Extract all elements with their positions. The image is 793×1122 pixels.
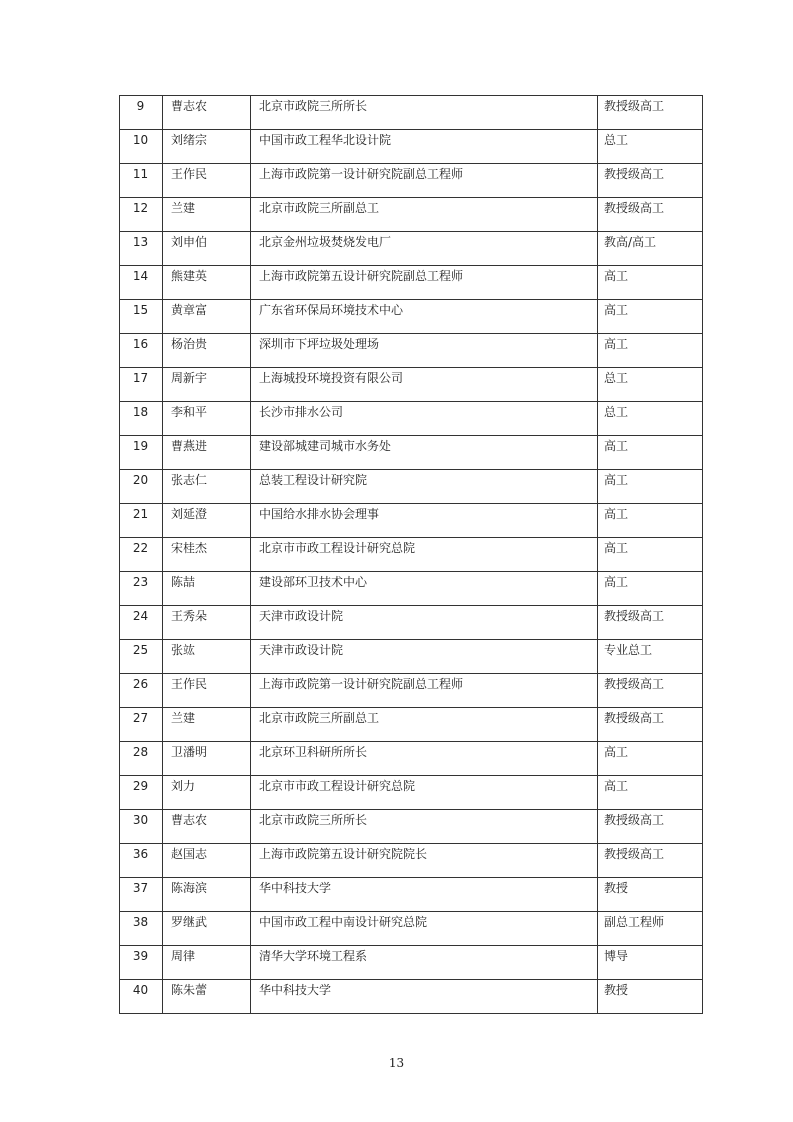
name-cell-text: 兰建 [171, 201, 196, 215]
name-cell-text: 刘申伯 [171, 235, 208, 249]
row-number-cell-text: 19 [132, 439, 149, 453]
title-cell-text: 专业总工 [604, 643, 653, 657]
title-cell [598, 640, 703, 674]
title-cell [598, 164, 703, 198]
name-cell-text: 李和平 [171, 405, 208, 419]
row-number-cell [120, 708, 163, 742]
table-row [120, 844, 703, 878]
name-cell-text: 曹志农 [171, 99, 208, 113]
row-number-cell [120, 334, 163, 368]
name-cell [163, 130, 251, 164]
organization-cell [251, 980, 598, 1014]
organization-cell [251, 368, 598, 402]
name-cell [163, 266, 251, 300]
title-cell-text: 副总工程师 [604, 915, 665, 929]
title-cell-text: 高工 [604, 507, 629, 521]
title-cell [598, 538, 703, 572]
organization-cell-text: 北京市政院三所所长 [259, 813, 368, 827]
table-row [120, 266, 703, 300]
table-row [120, 470, 703, 504]
organization-cell-text: 总装工程设计研究院 [259, 473, 368, 487]
table-row [120, 334, 703, 368]
organization-cell-text: 华中科技大学 [259, 881, 332, 895]
name-cell [163, 470, 251, 504]
organization-cell [251, 266, 598, 300]
name-cell-text: 黄章富 [171, 303, 208, 317]
row-number-cell [120, 674, 163, 708]
organization-cell [251, 470, 598, 504]
table-row [120, 402, 703, 436]
name-cell-text: 陈海滨 [171, 881, 208, 895]
title-cell [598, 300, 703, 334]
organization-cell [251, 164, 598, 198]
name-cell [163, 198, 251, 232]
row-number-cell [120, 980, 163, 1014]
name-cell-text: 张竑 [171, 643, 196, 657]
title-cell [598, 402, 703, 436]
organization-cell-text: 北京市市政工程设计研究总院 [259, 779, 416, 793]
row-number-cell-text: 23 [132, 575, 149, 589]
name-cell [163, 572, 251, 606]
name-cell [163, 912, 251, 946]
row-number-cell-text: 10 [132, 133, 149, 147]
name-cell [163, 878, 251, 912]
organization-cell [251, 198, 598, 232]
row-number-cell-text: 26 [132, 677, 149, 691]
title-cell [598, 96, 703, 130]
row-number-cell-text: 9 [136, 99, 145, 113]
title-cell [598, 946, 703, 980]
name-cell [163, 368, 251, 402]
name-cell-text: 曹燕进 [171, 439, 208, 453]
table-row [120, 742, 703, 776]
organization-cell-text: 北京市政院三所副总工 [259, 711, 380, 725]
name-cell [163, 674, 251, 708]
name-cell-text: 周新宇 [171, 371, 208, 385]
row-number-cell-text: 15 [132, 303, 149, 317]
row-number-cell [120, 878, 163, 912]
organization-cell [251, 708, 598, 742]
organization-cell [251, 96, 598, 130]
row-number-cell-text: 30 [132, 813, 149, 827]
table-row [120, 130, 703, 164]
name-cell-text: 杨治贵 [171, 337, 208, 351]
organization-cell-text: 中国市政工程中南设计研究总院 [259, 915, 428, 929]
row-number-cell [120, 402, 163, 436]
table-row [120, 946, 703, 980]
title-cell [598, 878, 703, 912]
title-cell [598, 742, 703, 776]
table-row [120, 708, 703, 742]
title-cell-text: 高工 [604, 575, 629, 589]
title-cell-text: 博导 [604, 949, 629, 963]
name-cell-text: 周律 [171, 949, 196, 963]
name-cell [163, 980, 251, 1014]
row-number-cell-text: 20 [132, 473, 149, 487]
organization-cell [251, 878, 598, 912]
table-row [120, 776, 703, 810]
organization-cell [251, 640, 598, 674]
title-cell-text: 高工 [604, 745, 629, 759]
row-number-cell-text: 22 [132, 541, 149, 555]
name-cell [163, 946, 251, 980]
title-cell-text: 总工 [604, 371, 629, 385]
title-cell-text: 总工 [604, 133, 629, 147]
title-cell-text: 高工 [604, 473, 629, 487]
title-cell-text: 高工 [604, 779, 629, 793]
row-number-cell-text: 11 [132, 167, 149, 181]
organization-cell-text: 建设部城建司城市水务处 [259, 439, 392, 453]
table-row [120, 640, 703, 674]
title-cell-text: 教授级高工 [604, 711, 665, 725]
row-number-cell [120, 266, 163, 300]
name-cell-text: 王作民 [171, 677, 208, 691]
name-cell-text: 卫潘明 [171, 745, 208, 759]
organization-cell-text: 中国市政工程华北设计院 [259, 133, 392, 147]
organization-cell [251, 232, 598, 266]
organization-cell [251, 436, 598, 470]
row-number-cell [120, 300, 163, 334]
row-number-cell [120, 470, 163, 504]
row-number-cell [120, 742, 163, 776]
row-number-cell [120, 572, 163, 606]
name-cell-text: 熊建英 [171, 269, 208, 283]
organization-cell-text: 广东省环保局环境技术中心 [259, 303, 404, 317]
name-cell [163, 708, 251, 742]
title-cell [598, 334, 703, 368]
name-cell [163, 810, 251, 844]
title-cell-text: 教高/高工 [604, 235, 657, 249]
row-number-cell-text: 24 [132, 609, 149, 623]
organization-cell-text: 天津市政设计院 [259, 643, 344, 657]
table-row [120, 504, 703, 538]
row-number-cell-text: 38 [132, 915, 149, 929]
name-cell [163, 436, 251, 470]
title-cell-text: 教授级高工 [604, 201, 665, 215]
name-cell [163, 232, 251, 266]
organization-cell [251, 844, 598, 878]
name-cell [163, 96, 251, 130]
row-number-cell [120, 232, 163, 266]
table-row [120, 674, 703, 708]
name-cell-text: 宋桂杰 [171, 541, 208, 555]
organization-cell [251, 402, 598, 436]
table-row [120, 980, 703, 1014]
title-cell-text: 高工 [604, 439, 629, 453]
name-cell-text: 陈朱蕾 [171, 983, 208, 997]
organization-cell [251, 946, 598, 980]
organization-cell [251, 300, 598, 334]
table-row [120, 368, 703, 402]
organization-cell [251, 674, 598, 708]
title-cell-text: 高工 [604, 541, 629, 555]
row-number-cell [120, 640, 163, 674]
name-cell [163, 844, 251, 878]
row-number-cell [120, 368, 163, 402]
title-cell [598, 504, 703, 538]
row-number-cell-text: 29 [132, 779, 149, 793]
name-cell-text: 王作民 [171, 167, 208, 181]
title-cell [598, 368, 703, 402]
row-number-cell [120, 844, 163, 878]
row-number-cell-text: 37 [132, 881, 149, 895]
row-number-cell-text: 25 [132, 643, 149, 657]
organization-cell-text: 北京金州垃圾焚烧发电厂 [259, 235, 392, 249]
row-number-cell [120, 912, 163, 946]
organization-cell-text: 上海市政院第一设计研究院副总工程师 [259, 677, 464, 691]
experts-table [119, 95, 703, 1014]
row-number-cell-text: 18 [132, 405, 149, 419]
title-cell-text: 教授级高工 [604, 609, 665, 623]
name-cell [163, 504, 251, 538]
title-cell [598, 198, 703, 232]
organization-cell-text: 上海市政院第五设计研究院副总工程师 [259, 269, 464, 283]
organization-cell-text: 上海城投环境投资有限公司 [259, 371, 404, 385]
row-number-cell-text: 39 [132, 949, 149, 963]
row-number-cell [120, 198, 163, 232]
organization-cell [251, 504, 598, 538]
organization-cell-text: 长沙市排水公司 [259, 405, 344, 419]
title-cell-text: 高工 [604, 303, 629, 317]
row-number-cell [120, 96, 163, 130]
organization-cell-text: 清华大学环境工程系 [259, 949, 368, 963]
organization-cell-text: 华中科技大学 [259, 983, 332, 997]
organization-cell [251, 572, 598, 606]
table-row [120, 538, 703, 572]
organization-cell [251, 130, 598, 164]
table-row [120, 810, 703, 844]
organization-cell-text: 上海市政院第五设计研究院院长 [259, 847, 428, 861]
name-cell-text: 罗继武 [171, 915, 208, 929]
row-number-cell-text: 17 [132, 371, 149, 385]
title-cell [598, 844, 703, 878]
title-cell-text: 教授级高工 [604, 99, 665, 113]
title-cell-text: 教授 [604, 983, 629, 997]
name-cell [163, 742, 251, 776]
name-cell [163, 300, 251, 334]
table-row [120, 232, 703, 266]
table-row [120, 300, 703, 334]
title-cell [598, 776, 703, 810]
row-number-cell-text: 14 [132, 269, 149, 283]
row-number-cell-text: 40 [132, 983, 149, 997]
title-cell-text: 教授 [604, 881, 629, 895]
name-cell [163, 640, 251, 674]
organization-cell [251, 810, 598, 844]
organization-cell-text: 北京环卫科研所所长 [259, 745, 368, 759]
table-row [120, 606, 703, 640]
row-number-cell [120, 606, 163, 640]
page-number: 13 [388, 1056, 405, 1070]
row-number-cell [120, 946, 163, 980]
table-row [120, 96, 703, 130]
row-number-cell [120, 130, 163, 164]
title-cell-text: 教授级高工 [604, 677, 665, 691]
organization-cell [251, 538, 598, 572]
experts-table-body [120, 96, 703, 1014]
title-cell [598, 912, 703, 946]
row-number-cell-text: 16 [132, 337, 149, 351]
title-cell-text: 高工 [604, 269, 629, 283]
row-number-cell-text: 36 [132, 847, 149, 861]
title-cell [598, 606, 703, 640]
row-number-cell-text: 12 [132, 201, 149, 215]
title-cell-text: 教授级高工 [604, 813, 665, 827]
row-number-cell [120, 810, 163, 844]
name-cell-text: 张志仁 [171, 473, 208, 487]
name-cell [163, 776, 251, 810]
title-cell [598, 232, 703, 266]
table-row [120, 436, 703, 470]
organization-cell-text: 北京市市政工程设计研究总院 [259, 541, 416, 555]
row-number-cell [120, 436, 163, 470]
title-cell [598, 708, 703, 742]
organization-cell [251, 742, 598, 776]
name-cell-text: 刘延澄 [171, 507, 208, 521]
row-number-cell [120, 164, 163, 198]
table-row [120, 912, 703, 946]
name-cell [163, 538, 251, 572]
title-cell [598, 130, 703, 164]
title-cell-text: 教授级高工 [604, 167, 665, 181]
title-cell [598, 470, 703, 504]
title-cell [598, 266, 703, 300]
title-cell [598, 810, 703, 844]
organization-cell [251, 912, 598, 946]
name-cell-text: 刘绪宗 [171, 133, 208, 147]
table-row [120, 164, 703, 198]
table-row [120, 198, 703, 232]
table-row [120, 878, 703, 912]
name-cell [163, 402, 251, 436]
organization-cell [251, 606, 598, 640]
title-cell-text: 高工 [604, 337, 629, 351]
name-cell-text: 刘力 [171, 779, 196, 793]
row-number-cell [120, 538, 163, 572]
name-cell-text: 曹志农 [171, 813, 208, 827]
row-number-cell-text: 28 [132, 745, 149, 759]
title-cell-text: 教授级高工 [604, 847, 665, 861]
name-cell-text: 兰建 [171, 711, 196, 725]
organization-cell-text: 中国给水排水协会理事 [259, 507, 380, 521]
title-cell [598, 572, 703, 606]
organization-cell [251, 334, 598, 368]
name-cell-text: 陈喆 [171, 575, 196, 589]
table-row [120, 572, 703, 606]
row-number-cell-text: 13 [132, 235, 149, 249]
organization-cell-text: 北京市政院三所所长 [259, 99, 368, 113]
organization-cell-text: 上海市政院第一设计研究院副总工程师 [259, 167, 464, 181]
row-number-cell [120, 504, 163, 538]
title-cell-text: 总工 [604, 405, 629, 419]
title-cell [598, 436, 703, 470]
organization-cell-text: 天津市政设计院 [259, 609, 344, 623]
row-number-cell-text: 27 [132, 711, 149, 725]
organization-cell-text: 北京市政院三所副总工 [259, 201, 380, 215]
row-number-cell-text: 21 [132, 507, 149, 521]
experts-table-container [119, 95, 702, 1014]
name-cell [163, 164, 251, 198]
organization-cell-text: 深圳市下坪垃圾处理场 [259, 337, 380, 351]
organization-cell-text: 建设部环卫技术中心 [259, 575, 368, 589]
title-cell [598, 980, 703, 1014]
row-number-cell [120, 776, 163, 810]
name-cell-text: 王秀朵 [171, 609, 208, 623]
name-cell-text: 赵国志 [171, 847, 208, 861]
name-cell [163, 606, 251, 640]
name-cell [163, 334, 251, 368]
organization-cell [251, 776, 598, 810]
title-cell [598, 674, 703, 708]
